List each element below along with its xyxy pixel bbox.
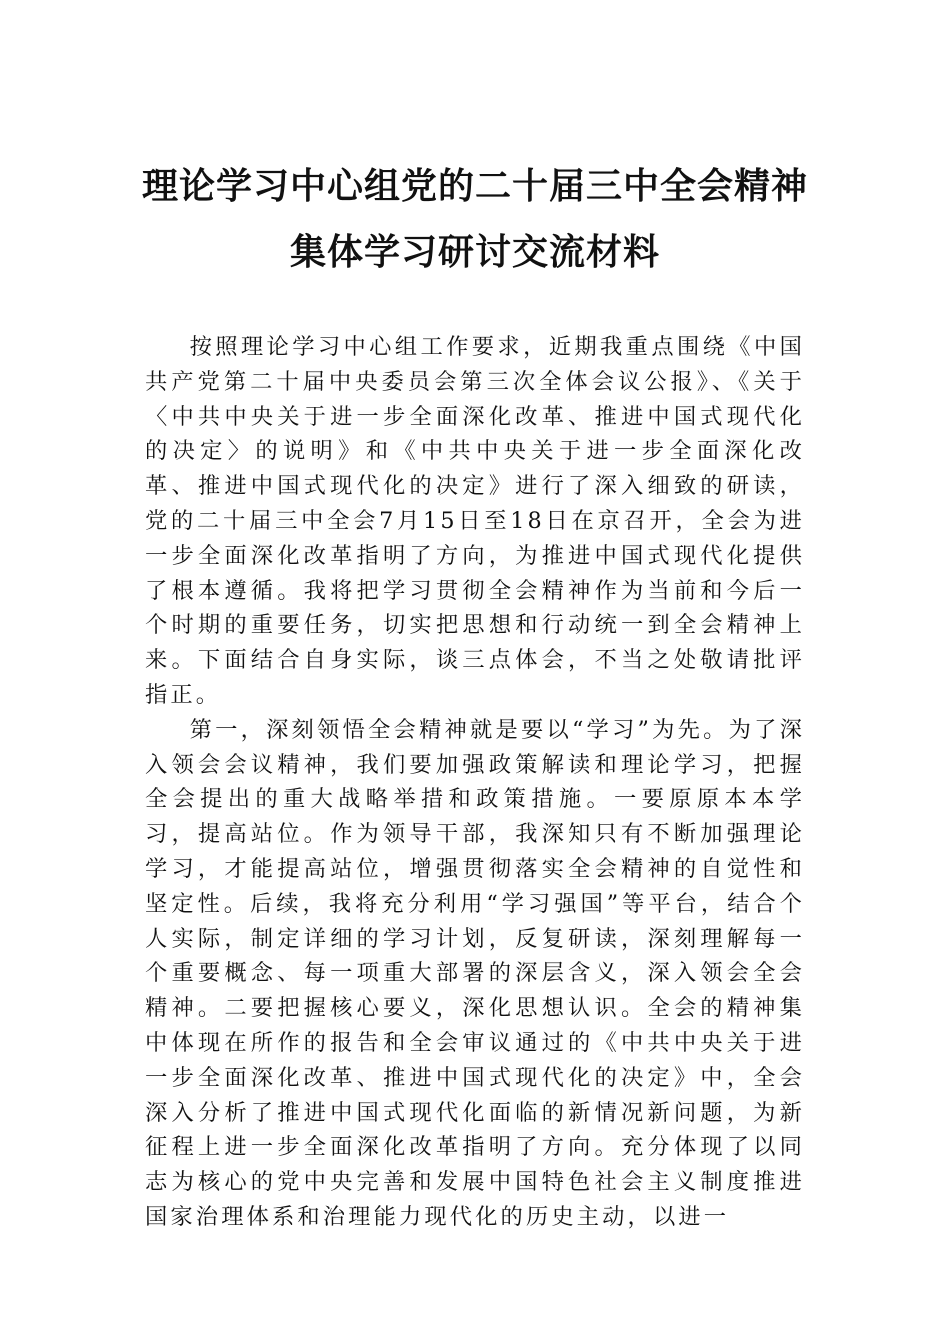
document-title-line-2: 集体学习研讨交流材料 [289, 231, 660, 273]
paragraph-intro: 按照理论学习中心组工作要求，近期我重点围绕《中国共产党第二十届中央委员会第三次全体会议公报》、《关于〈中共中央关于进一步全面深化改革、推进中国式现代化的决定〉的说明》和《中共中央关于进一步全面深化改革、推进中国式现代化的决定》进行了深入细致的研读，党的二十届三中全会7月15日至18日在京召开，全会为进一步全面深化改革指明了方向，为推进中国式现代化提供了根本遵循。我将把学习贯彻全会精神作为当前和今后一个时期的重要任务，切实把思想和行动统一到全会精神上来。下面结合自身实际，谈三点体会，不当之处敬请批评指正。 [145, 334, 805, 708]
document-body [145, 330, 805, 1235]
document-title-line-1: 理论学习中心组党的二十届三中全会精神 [141, 165, 808, 207]
paragraph-first-point: 第一，深刻领悟全会精神就是要以“学习”为先。为了深入领会会议精神，我们要加强政策解读和理论学习，把握全会提出的重大战略举措和政策措施。一要原原本本学习，提高站位。作为领导干部，我深知只有不断加强理论学习，才能提高站位，增强贯彻落实全会精神的自觉性和坚定性。后续，我将充分利用“学习强国”等平台，结合个人实际，制定详细的学习计划，反复研读，深刻理解每一个重要概念、每一项重大部署的深层含义，深入领会全会精神。二要把握核心要义，深化思想认识。全会的精神集中体现在所作的报告和全会审议通过的《中共中央关于进一步全面深化改革、推进中国式现代化的决定》中，全会深入分析了推进中国式现代化面临的新情况新问题，为新征程上进一步全面深化改革指明了方向。充分体现了以同志为核心的党中央完善和发展中国特色社会主义制度推进国家治理体系和治理能力现代化的历史主动，以进一 [145, 716, 805, 1230]
